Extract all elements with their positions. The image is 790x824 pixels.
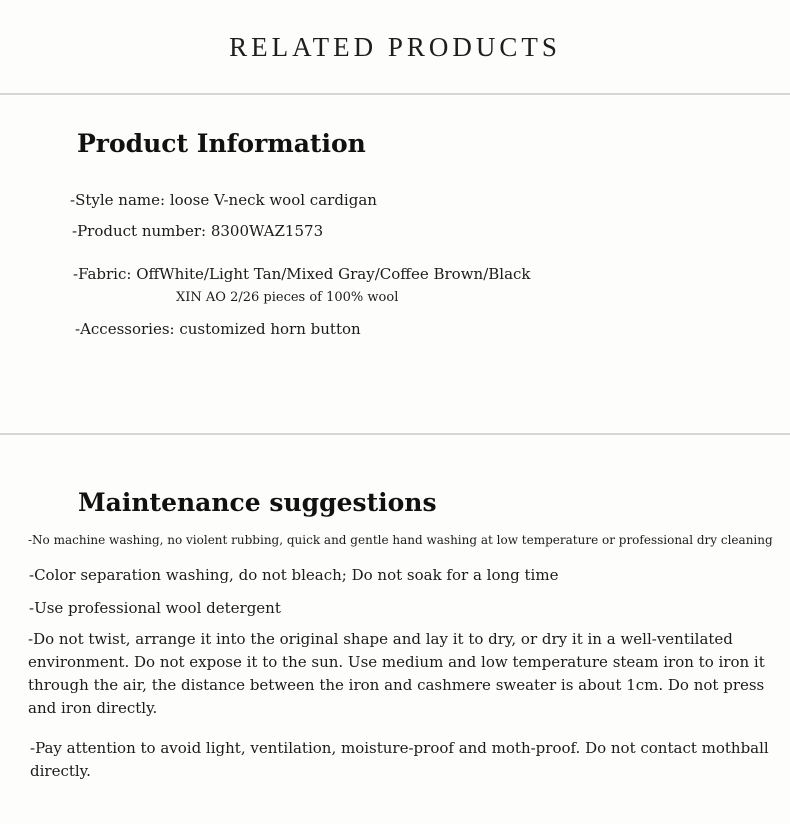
- maintenance-heading: Maintenance suggestions: [78, 488, 437, 517]
- fabric-line: -Fabric: OffWhite/Light Tan/Mixed Gray/Coffee Brown/Black: [73, 265, 531, 283]
- maintenance-item: -Do not twist, arrange it into the original shape and lay it to dry, or dry it in a well-ventilated environment. Do not expose it to the sun. Use medium and low temperature steam iron to iron it through the air, the distance between the iron and cashmere sweater is about 1cm. Do not press and iron directly.: [28, 630, 765, 717]
- product-info-heading: Product Information: [77, 129, 366, 158]
- maintenance-item: -Use professional wool detergent: [29, 599, 281, 617]
- fabric-detail-line: XIN AO 2/26 pieces of 100% wool: [176, 290, 399, 305]
- style-name-line: -Style name: loose V-neck wool cardigan: [70, 191, 377, 209]
- product-number-line: -Product number: 8300WAZ1573: [72, 222, 324, 240]
- accessories-line: -Accessories: customized horn button: [75, 320, 361, 338]
- top-divider: [0, 93, 790, 95]
- maintenance-item: -Pay attention to avoid light, ventilation, moisture-proof and moth-proof. Do not contact mothball directly.: [30, 739, 769, 780]
- maintenance-item: -Color separation washing, do not bleach; Do not soak for a long time: [29, 566, 559, 584]
- middle-divider: [0, 433, 790, 435]
- related-products-title: RELATED PRODUCTS: [229, 32, 561, 62]
- maintenance-item: -No machine washing, no violent rubbing, quick and gentle hand washing at low temperature or professional dry cleaning: [28, 533, 773, 547]
